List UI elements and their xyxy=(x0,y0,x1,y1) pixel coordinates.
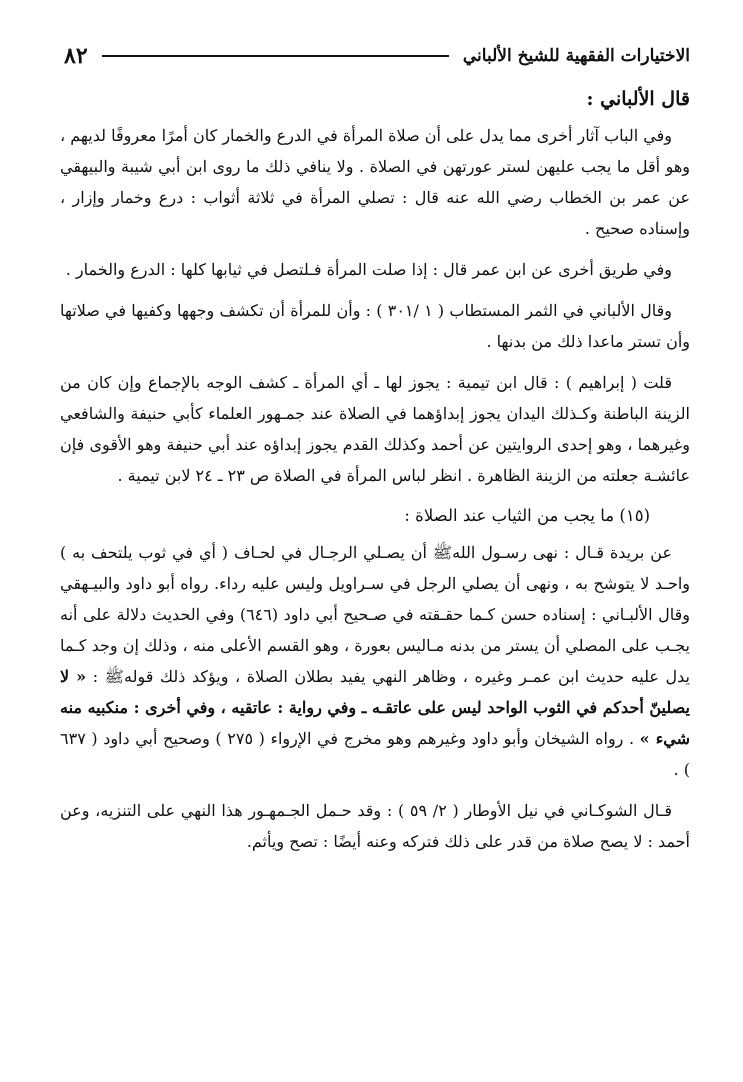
book-page xyxy=(60,38,690,867)
paragraph-5 xyxy=(60,537,690,785)
paragraph-4: قلت ( إبراهيم ) : قال ابن تيمية : يجوز لها ـ أي المرأة ـ كشف الوجه بالإجماع وإن كان من الزينة الباطنة وكـذلك اليدان يجوز إبداؤهما في الصلاة عند جمـهور العلماء كأبي حنيفة والشافعي وغيرهما ، وهو إحدى الروايتين عن أحمد وكذلك القدم يجوز إبداؤه عند أبي حنيفة وهو الأقوى فإن عائشـة جعلته من الزينة الظاهرة . انظر لباس المرأة في الصلاة ص ٢٣ ـ ٢٤ لابن تيمية . xyxy=(60,373,690,485)
page-number: ٨٢ xyxy=(64,43,88,69)
paragraph-3: وقال الألباني في الثمر المستطاب ( ١ /٣٠١ ) : وأن للمرأة أن تكشف وجهها وكفيها في صلاتها وأن تستر ماعدا ذلك من بدنها . xyxy=(60,301,690,351)
section-heading: قال الألباني : xyxy=(586,88,690,110)
paragraph-1: وفي الباب آثار أخرى مما يدل على أن صلاة المرأة في الدرع والخمار كان أمرًا معروفًا لديهم ، وهو أقل ما يجب عليهن لستر عورتهن في الصلاة . ولا ينافي ذلك ما روى ابن أبي شيبة والبيهقي عن عمر بن الخطاب رضي الله عنه قال : تصلي المرأة في ثلاثة أثواب : درع وخمار وإزار ، وإسناده صحيح . xyxy=(60,126,690,238)
paragraph-5-text-b: . رواه الشيخان وأبو داود وغيرهم وهو مخرج في الإرواء ( ٢٧٥ ) وصحيح أبي داود ( ٦٣٧ ) . xyxy=(60,729,690,779)
paragraph-6: قـال الشوكـاني في نيل الأوطار ( ٢/ ٥٩ ) : وقد حـمل الجـمهـور هذا النهي على التنزيه، وعن أحمد : لا يصح صلاة من قدر على ذلك فتركه وعنه أيضًا : تصح ويأثم. xyxy=(60,801,690,851)
header-rule xyxy=(102,55,449,57)
subheading-15: (١٥) ما يجب من الثياب عند الصلاة : xyxy=(404,506,650,525)
paragraph-5-text-a: عن بريدة قـال : نهى رسـول اللهﷺ أن يصـلي الرجـال في لحـاف ( أي في ثوب يلتحف به ) واحـد لا يتوشح به ، ونهى أن يصلي الرجل في سـراويل وليس عليه رداء. رواه أبو داود والبيـهقي وقال الألبـاني : إسناده حسن كـما حقـقته في صـحيح أبي داود (٦٤٦) وفي الحديث دلالة على أنه يجـب على المصلي أن يستر من بدنه مـاليس بعورة ، وهو القسم الأعلى منه ، وذلك إن وجد كـما يدل عليه حديث ابن عمـر وغيره ، وظاهر النهي يفيد بطلان الصلاة ، ويؤكد ذلك قولهﷺ : xyxy=(60,543,691,686)
running-title: الاختيارات الفقهية للشيخ الألباني xyxy=(462,46,690,66)
paragraph-2: وفي طريق أخرى عن ابن عمر قال : إذا صلت المرأة فـلتصل في ثيابها كلها : الدرع والخمار . xyxy=(65,260,672,279)
page-header xyxy=(60,38,690,74)
hadith-quote: « لا يصلينّ أحدكم في الثوب الواحد ليس على عاتقـه ـ وفي رواية : عاتقيه ، وفي أخرى : منكبيه منه شيء » xyxy=(60,667,691,748)
